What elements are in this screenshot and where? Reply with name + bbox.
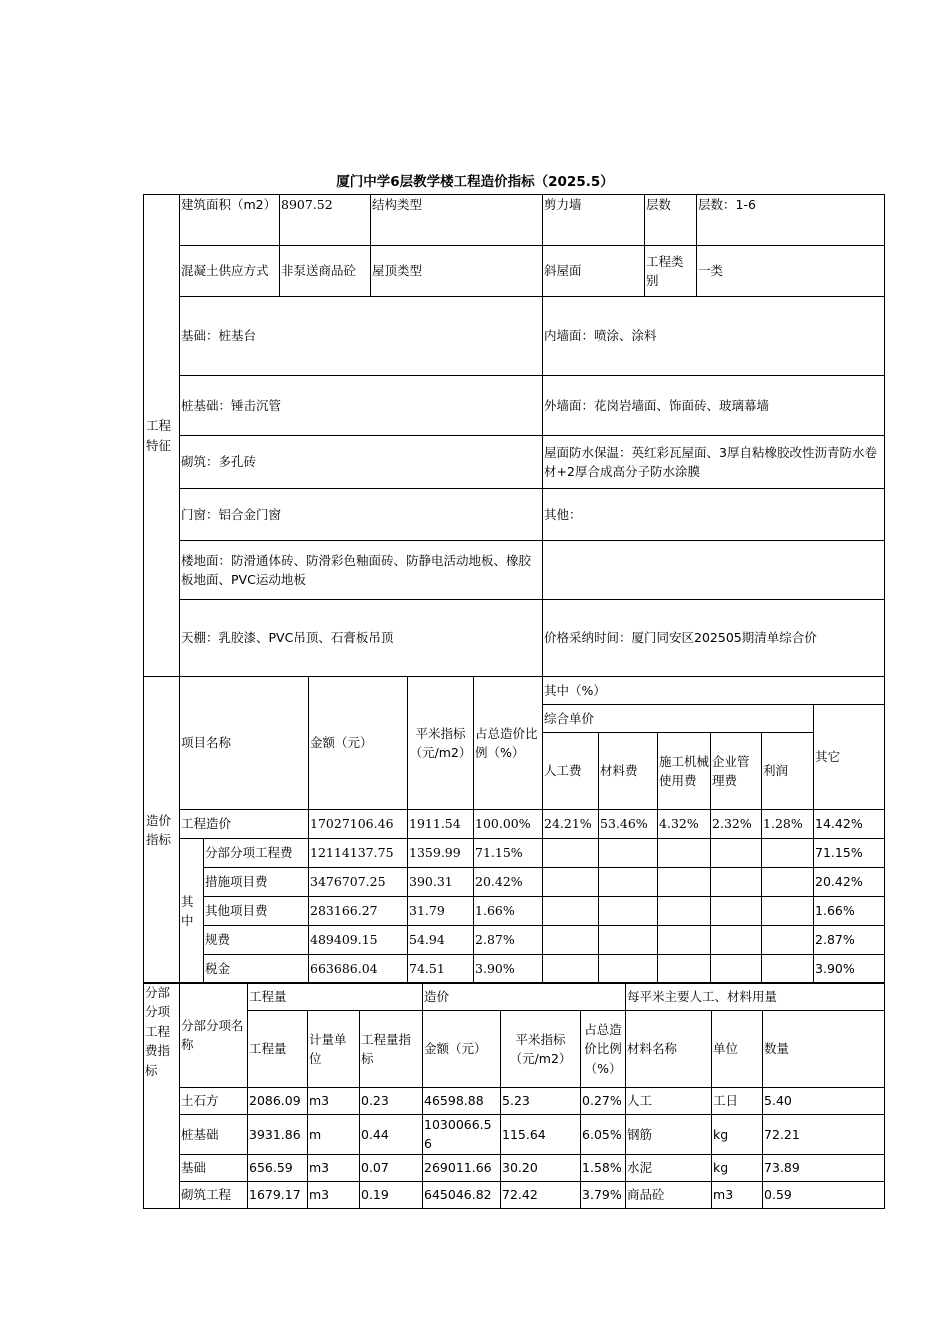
feature-right: 屋面防水保温：英红彩瓦屋面、3厚自粘橡胶改性沥青防水卷材+2厚合成高分子防水涂膜 bbox=[543, 436, 885, 489]
sub-header-name: 分部分项名称 bbox=[180, 983, 248, 1088]
sub-header-material-group: 每平米主要人工、材料用量 bbox=[626, 983, 885, 1011]
roof-value: 斜屋面 bbox=[543, 246, 645, 297]
cost-row-ratio: 3.90% bbox=[474, 955, 543, 984]
sub-header-material-name: 材料名称 bbox=[626, 1011, 712, 1088]
sub-row-material-name: 水泥 bbox=[626, 1154, 712, 1181]
sub-row-unit: m bbox=[308, 1115, 360, 1155]
roof-label: 屋顶类型 bbox=[371, 246, 543, 297]
total-management: 2.32% bbox=[711, 810, 762, 839]
cost-header-management: 企业管理费 bbox=[711, 733, 762, 810]
cost-header-name: 项目名称 bbox=[180, 677, 309, 810]
cost-row-name: 规费 bbox=[204, 926, 309, 955]
feature-left: 门窗：铝合金门窗 bbox=[180, 489, 543, 541]
sub-row-material-name: 人工 bbox=[626, 1088, 712, 1115]
cost-row-other: 71.15% bbox=[814, 839, 885, 868]
total-labor: 24.21% bbox=[543, 810, 599, 839]
cost-header-profit: 利润 bbox=[762, 733, 814, 810]
total-name: 工程造价 bbox=[180, 810, 309, 839]
sub-row-material-name: 钢筋 bbox=[626, 1115, 712, 1155]
subitem-section-label: 分部分项工程费指标 bbox=[144, 983, 180, 1209]
sub-row-material-qty: 73.89 bbox=[763, 1154, 885, 1181]
cost-row-name: 措施项目费 bbox=[204, 868, 309, 897]
sub-row-name: 土石方 bbox=[180, 1088, 248, 1115]
sub-row-qty-index: 0.19 bbox=[360, 1181, 423, 1208]
concrete-value: 非泵送商品砼 bbox=[280, 246, 371, 297]
sub-row-ratio: 0.27% bbox=[581, 1088, 626, 1115]
sub-row-qty-index: 0.07 bbox=[360, 1154, 423, 1181]
feature-left: 楼地面：防滑通体砖、防滑彩色釉面砖、防静电活动地板、橡胶板地面、PVC运动地板 bbox=[180, 541, 543, 600]
cost-header-of-which: 其中（%） bbox=[543, 677, 814, 705]
cost-row-amount: 12114137.75 bbox=[309, 839, 408, 868]
cost-row-name: 其他项目费 bbox=[204, 897, 309, 926]
sub-row-material-name: 商品砼 bbox=[626, 1181, 712, 1208]
cost-header-ratio: 占总造价比例（%） bbox=[474, 677, 543, 810]
cost-header-unit-price: 综合单价 bbox=[543, 705, 814, 733]
sub-row-name: 基础 bbox=[180, 1154, 248, 1181]
concrete-label: 混凝土供应方式 bbox=[180, 246, 280, 297]
sub-row-unit: m3 bbox=[308, 1154, 360, 1181]
cost-row-amount: 283166.27 bbox=[309, 897, 408, 926]
subitem-table bbox=[143, 982, 885, 1209]
feature-right: 其他： bbox=[543, 489, 885, 541]
sub-row-qty-index: 0.44 bbox=[360, 1115, 423, 1155]
sub-row-quantity: 2086.09 bbox=[248, 1088, 308, 1115]
cost-row-per-m2: 1359.99 bbox=[408, 839, 474, 868]
category-label: 工程类别 bbox=[645, 246, 697, 297]
sub-header-amount: 金额（元） bbox=[423, 1011, 501, 1088]
total-material: 53.46% bbox=[599, 810, 658, 839]
cost-row-other: 1.66% bbox=[814, 897, 885, 926]
total-profit: 1.28% bbox=[762, 810, 814, 839]
features-table bbox=[143, 194, 885, 677]
sub-header-material-qty: 数量 bbox=[763, 1011, 885, 1088]
cost-header-material: 材料费 bbox=[599, 733, 658, 810]
sub-row-ratio: 3.79% bbox=[581, 1181, 626, 1208]
total-machinery: 4.32% bbox=[658, 810, 711, 839]
cost-row-per-m2: 390.31 bbox=[408, 868, 474, 897]
total-other: 14.42% bbox=[814, 810, 885, 839]
sub-row-material-unit: 工日 bbox=[712, 1088, 763, 1115]
total-amount: 17027106.46 bbox=[309, 810, 408, 839]
sub-row-material-qty: 5.40 bbox=[763, 1088, 885, 1115]
sub-row-per-m2: 30.20 bbox=[501, 1154, 581, 1181]
sub-row-ratio: 1.58% bbox=[581, 1154, 626, 1181]
sub-header-per-m2: 平米指标（元/m2） bbox=[501, 1011, 581, 1088]
cost-row-ratio: 1.66% bbox=[474, 897, 543, 926]
feature-left: 天棚：乳胶漆、PVC吊顶、石膏板吊顶 bbox=[180, 600, 543, 677]
sub-row-quantity: 1679.17 bbox=[248, 1181, 308, 1208]
sub-header-ratio: 占总造价比例（%） bbox=[581, 1011, 626, 1088]
cost-sub-label: 其中 bbox=[180, 839, 204, 984]
cost-row-other: 3.90% bbox=[814, 955, 885, 984]
feature-right: 内墙面：喷涂、涂料 bbox=[543, 297, 885, 376]
sub-row-unit: m3 bbox=[308, 1181, 360, 1208]
cost-row-other: 20.42% bbox=[814, 868, 885, 897]
sub-row-per-m2: 115.64 bbox=[501, 1115, 581, 1155]
sub-header-quantity-group: 工程量 bbox=[248, 983, 423, 1011]
feature-right bbox=[543, 541, 885, 600]
category-value: 一类 bbox=[697, 246, 885, 297]
sub-row-name: 桩基础 bbox=[180, 1115, 248, 1155]
sub-row-per-m2: 72.42 bbox=[501, 1181, 581, 1208]
sub-row-material-unit: kg bbox=[712, 1115, 763, 1155]
cost-header-machinery: 施工机械使用费 bbox=[658, 733, 711, 810]
sub-row-per-m2: 5.23 bbox=[501, 1088, 581, 1115]
structure-value: 剪力墙 bbox=[543, 195, 645, 246]
cost-row-other: 2.87% bbox=[814, 926, 885, 955]
cost-table bbox=[143, 676, 885, 984]
sub-row-name: 砌筑工程 bbox=[180, 1181, 248, 1208]
cost-header-per-m2: 平米指标（元/m2） bbox=[408, 677, 474, 810]
sub-row-amount: 269011.66 bbox=[423, 1154, 501, 1181]
cost-row-ratio: 20.42% bbox=[474, 868, 543, 897]
cost-row-amount: 663686.04 bbox=[309, 955, 408, 984]
cost-row-per-m2: 54.94 bbox=[408, 926, 474, 955]
sub-row-material-unit: m3 bbox=[712, 1181, 763, 1208]
cost-row-per-m2: 31.79 bbox=[408, 897, 474, 926]
sub-row-amount: 645046.82 bbox=[423, 1181, 501, 1208]
sub-row-unit: m3 bbox=[308, 1088, 360, 1115]
sub-row-ratio: 6.05% bbox=[581, 1115, 626, 1155]
sub-row-material-unit: kg bbox=[712, 1154, 763, 1181]
cost-row-ratio: 71.15% bbox=[474, 839, 543, 868]
sub-header-qty-index: 工程量指标 bbox=[360, 1011, 423, 1088]
sub-row-qty-index: 0.23 bbox=[360, 1088, 423, 1115]
sub-row-material-qty: 72.21 bbox=[763, 1115, 885, 1155]
cost-row-per-m2: 74.51 bbox=[408, 955, 474, 984]
area-value: 8907.52 bbox=[280, 195, 371, 246]
features-section-label: 工程特征 bbox=[144, 195, 180, 677]
sub-row-amount: 1030066.56 bbox=[423, 1115, 501, 1155]
feature-right: 外墙面：花岗岩墙面、饰面砖、玻璃幕墙 bbox=[543, 376, 885, 436]
total-per-m2: 1911.54 bbox=[408, 810, 474, 839]
cost-row-ratio: 2.87% bbox=[474, 926, 543, 955]
feature-left: 桩基础：锤击沉管 bbox=[180, 376, 543, 436]
sub-row-quantity: 656.59 bbox=[248, 1154, 308, 1181]
feature-right: 价格采纳时间：厦门同安区202505期清单综合价 bbox=[543, 600, 885, 677]
sub-row-quantity: 3931.86 bbox=[248, 1115, 308, 1155]
sub-header-unit: 计量单位 bbox=[308, 1011, 360, 1088]
sub-header-quantity: 工程量 bbox=[248, 1011, 308, 1088]
cost-row-amount: 3476707.25 bbox=[309, 868, 408, 897]
floors-value: 层数：1-6 bbox=[697, 195, 885, 246]
area-label: 建筑面积（m2） bbox=[180, 195, 280, 246]
sub-header-material-unit: 单位 bbox=[712, 1011, 763, 1088]
cost-row-name: 税金 bbox=[204, 955, 309, 984]
sub-row-amount: 46598.88 bbox=[423, 1088, 501, 1115]
floors-label: 层数 bbox=[645, 195, 697, 246]
cost-section-label: 造价指标 bbox=[144, 677, 180, 984]
structure-label: 结构类型 bbox=[371, 195, 543, 246]
feature-left: 基础：桩基台 bbox=[180, 297, 543, 376]
document-title: 厦门中学6层教学楼工程造价指标（2025.5） bbox=[336, 174, 614, 190]
sub-header-cost-group: 造价 bbox=[423, 983, 626, 1011]
sub-row-material-qty: 0.59 bbox=[763, 1181, 885, 1208]
total-ratio: 100.00% bbox=[474, 810, 543, 839]
cost-header-amount: 金额（元） bbox=[309, 677, 408, 810]
cost-row-amount: 489409.15 bbox=[309, 926, 408, 955]
cost-header-labor: 人工费 bbox=[543, 733, 599, 810]
cost-header-other: 其它 bbox=[814, 705, 885, 810]
feature-left: 砌筑：多孔砖 bbox=[180, 436, 543, 489]
cost-row-name: 分部分项工程费 bbox=[204, 839, 309, 868]
